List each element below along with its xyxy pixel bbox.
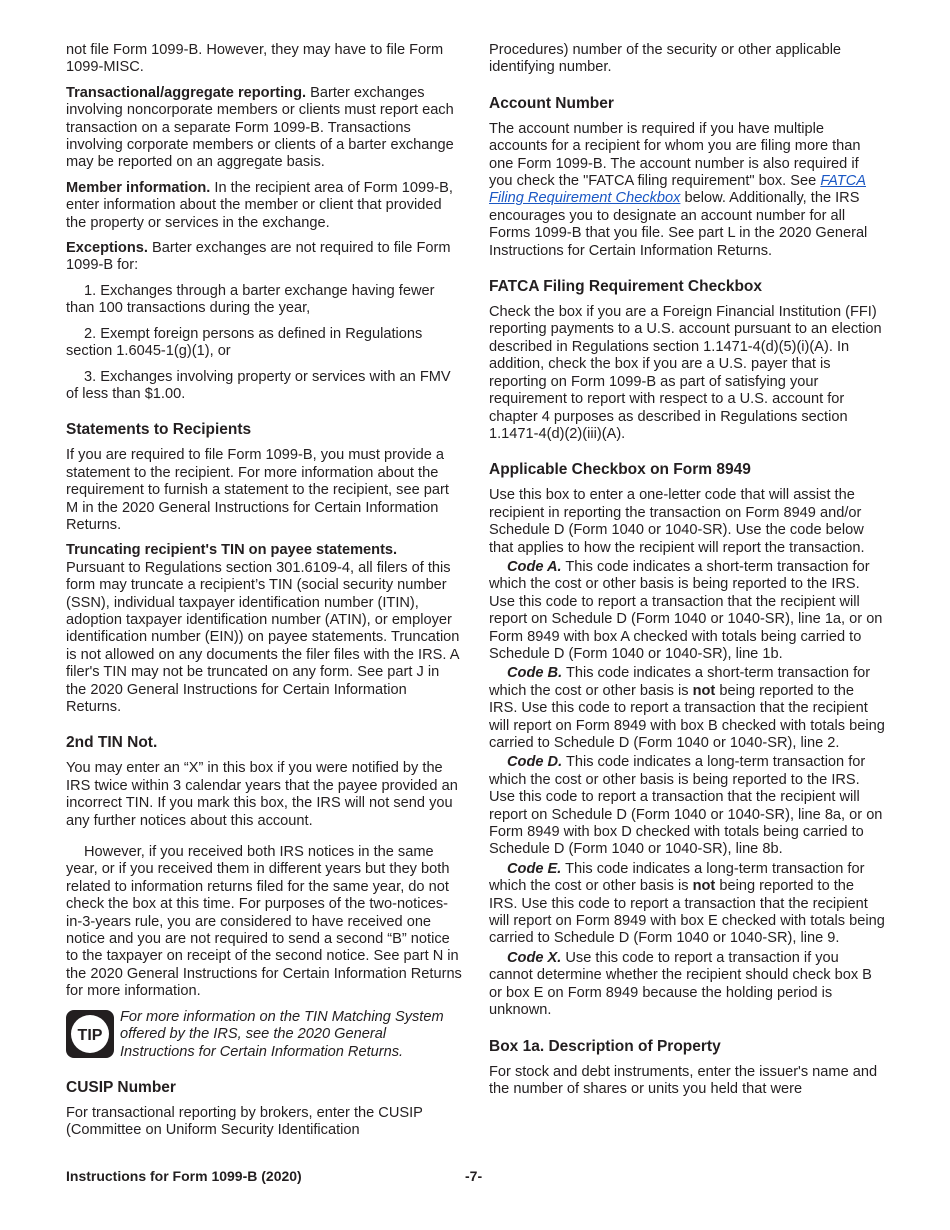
tip-text: For more information on the TIN Matching System offered by the IRS, see the 2020 General Instructions for Certain Information Returns. [120, 1008, 444, 1060]
heading-form-8949: Applicable Checkbox on Form 8949 [489, 461, 751, 479]
tip-box [66, 1009, 462, 1061]
tip-icon [66, 1010, 114, 1058]
truncating-title: Truncating recipient's TIN on payee statements. [66, 542, 398, 559]
left-column [66, 42, 462, 1148]
procedures-paragraph: Procedures) number of the security or other applicable identifying number. [489, 42, 842, 76]
account-text-post: below. Additionally, the IRS encourages you to designate an account number for all Forms 1099-B that you file. See part L in the 2020 General Instructions for Certain Information Returns. [489, 190, 868, 259]
transactional-text: Barter exchanges involving noncorporate members or clients must report each transaction on a separate Form 1099-B. Transactions involving corporate members or clients of a barter exchange may be reported on an aggregate basis. [66, 84, 454, 171]
code-x-label: Code X. [507, 949, 562, 966]
code-a-label: Code A. [507, 558, 562, 575]
truncating-paragraph [66, 542, 462, 716]
code-b-text-pre: This code indicates a short-term transaction for which the cost or other basis is [489, 665, 871, 699]
form-8949-paragraph: Use this box to enter a one-letter code that will assist the recipient in reporting the transaction on Form 8949 and/or Schedule D (Form 1040 or 1040-SR). Use the code below that applies to how the recipient will report the transaction. [489, 487, 865, 556]
heading-fatca: FATCA Filing Requirement Checkbox [489, 278, 762, 296]
exception-item-2: 2. Exempt foreign persons as defined in Regulations section 1.6045-1(g)(1), or [66, 325, 423, 360]
code-a-text: This code indicates a short-term transaction for which the cost or other basis is being reported to the IRS. Use this code to report a transaction that the recipient will report on Schedule D (Form 1040 or 1040-SR), line 1a, or on Form 8949 with box A checked with totals being carried to Schedule D (Form 1040 or 1040-SR), line 1b. [489, 558, 883, 662]
exceptions-title: Exceptions. [66, 240, 148, 257]
transactional-title: Transactional/aggregate reporting. [66, 84, 307, 101]
heading-statements: Statements to Recipients [66, 421, 252, 439]
exception-item-3: 3. Exchanges involving property or services with an FMV of less than $1.00. [66, 368, 451, 402]
member-paragraph [66, 180, 462, 232]
code-d-text: This code indicates a long-term transaction for which the cost or other basis is being reported to the IRS. Use this code to report a transaction that the recipient will report on Schedule D (Form 1040 or 1040-SR), line 8a, or on Form 8949 with box D checked with totals being carried to Schedule D (Form 1040 or 1040-SR), line 8b. [489, 754, 883, 858]
heading-account-number: Account Number [489, 94, 614, 112]
code-e-not: not [692, 878, 716, 895]
code-x-paragraph [489, 950, 885, 1020]
footer-form-title: Instructions for Form 1099-B (2020) [66, 1168, 302, 1184]
member-title: Member information. [66, 179, 211, 196]
heading-cusip: CUSIP Number [66, 1078, 176, 1096]
truncating-text: Pursuant to Regulations section 301.6109-4, all filers of this form may truncate a recipient’s TIN (social security number (SSN), individual taxpayer identification number (ITIN), adoption taxpayer identification number (ATIN), or employer identification number (EIN)) on payee statements. Truncation is not allowed on any documents the filer files with the IRS. A filer's TIN may not be truncated on any form. See part J in the 2020 General Instructions for Certain Information Returns. [66, 559, 460, 715]
code-e-paragraph [489, 861, 885, 948]
heading-box-1a: Box 1a. Description of Property [489, 1037, 721, 1055]
fatca-link[interactable]: FATCA Filing Requirement Checkbox [489, 173, 866, 207]
code-e-text-post: being reported to the IRS. Use this code to report a transaction that the recipient will report on Form 8949 with box E checked with totals being carried to Schedule D (Form 1040 or 1040-SR), line 9. [489, 878, 885, 947]
code-x-text: Use this code to report a transaction if you cannot determine whether the recipient should check box B or box E on Form 8949 because the holding period is unknown. [489, 949, 872, 1019]
code-e-label: Code E. [507, 860, 562, 877]
fatca-paragraph: Check the box if you are a Foreign Financial Institution (FFI) reporting payments to a U.S. account pursuant to an election described in Regulations section 1.1471-4(d)(5)(i)(A). In addition, check the box if you are a U.S. payer that is reporting on Form 1099-B as part of satisfying your requirement to report with respect to a U.S. account for chapter 4 purposes as described in Regulations section 1.1471-4(d)(2)(iii)(A). [489, 304, 882, 442]
cusip-paragraph: For transactional reporting by brokers, enter the CUSIP (Committee on Uniform Security Identification [66, 1104, 423, 1139]
right-column [489, 42, 885, 1106]
member-text: In the recipient area of Form 1099-B, enter information about the member or client that provided the property or services in the exchange. [66, 179, 453, 231]
code-e-text-pre: This code indicates a long-term transaction for which the cost or other basis is [489, 860, 865, 895]
heading-2nd-tin: 2nd TIN Not. [66, 734, 158, 752]
transactional-paragraph [66, 85, 462, 172]
account-paragraph [489, 121, 885, 260]
code-b-text-post: being reported to the IRS. Use this code to report a transaction that the recipient will report on Form 8949 with box B checked with totals being carried to Schedule D (Form 1040 or 1040-SR), line 2. [489, 682, 885, 751]
tin-paragraph-1: You may enter an “X” in this box if you were notified by the IRS twice within 3 calendar years that the payee provided an incorrect TIN. If you mark this box, the IRS will not send you any further notices about this account. [66, 760, 458, 829]
page-number: -7- [465, 1168, 483, 1184]
exception-item-1: 1. Exchanges through a barter exchange having fewer than 100 transactions during the year, [66, 282, 435, 317]
box-1a-paragraph: For stock and debt instruments, enter the issuer's name and the number of shares or units you held that were [489, 1063, 878, 1097]
code-a-paragraph [489, 559, 885, 663]
exceptions-paragraph [66, 240, 462, 275]
code-b-not: not [692, 682, 716, 699]
account-text-pre: The account number is required if you have multiple accounts for a recipient for whom you are filing more than one Form 1099-B. The account number is also required if you check the "FATCA filing requirement" box. See [489, 120, 861, 190]
code-d-label: Code D. [507, 754, 563, 771]
statements-paragraph: If you are required to file Form 1099-B, you must provide a statement to the recipient. For more information about the requirement to furnish a statement to the recipient, see part M in the 2020 General Instructions for Certain Information Returns. [66, 447, 449, 533]
intro-paragraph: not file Form 1099-B. However, they may have to file Form 1099-MISC. [66, 42, 444, 76]
tin-paragraph-2: However, if you received both IRS notices in the same year, or if you received them in different years but they both related to information returns filed for the same year, do not check the box at this time. For purposes of the two-notices-in-3-years rule, you are considered to have received one notice and you are not required to send a second “B” notice to the taxpayer on receipt of the second notice. See part N in the 2020 General Instructions for Certain Information Returns for more information. [66, 844, 462, 1000]
code-b-label: Code B. [507, 665, 563, 682]
code-b-paragraph [489, 665, 885, 752]
tip-label: TIP [77, 1026, 103, 1044]
code-d-paragraph [489, 754, 885, 858]
exceptions-text: Barter exchanges are not required to file Form 1099-B for: [66, 240, 451, 274]
